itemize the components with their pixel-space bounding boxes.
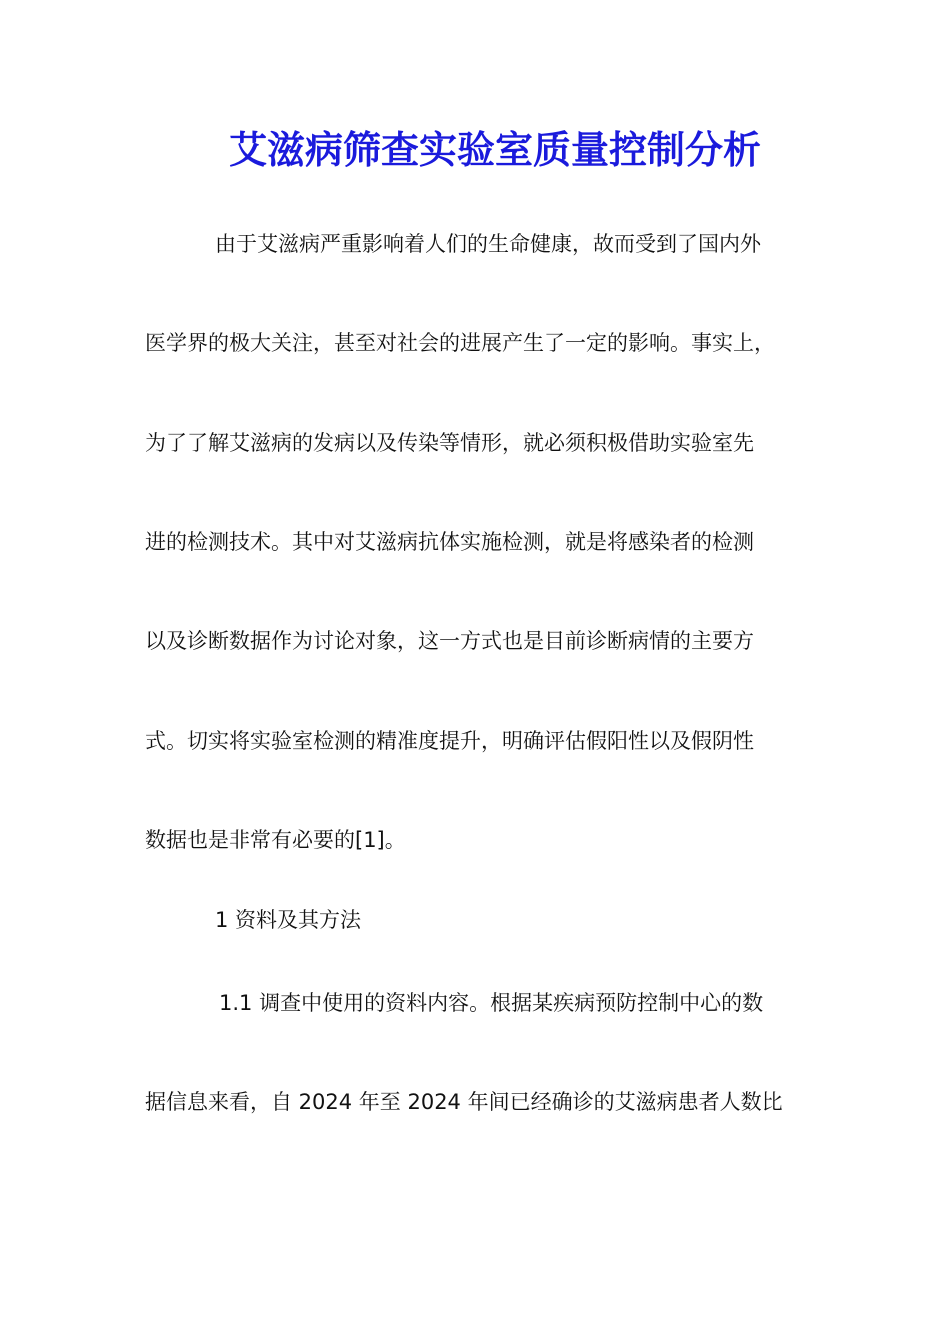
paragraph-line: 由于艾滋病严重影响着人们的生命健康，故而受到了国内外 — [215, 232, 761, 256]
subsection-line: 1.1 调查中使用的资料内容。根据某疾病预防控制中心的数 — [219, 991, 764, 1015]
paragraph-line: 为了了解艾滋病的发病以及传染等情形，就必须积极借助实验室先 — [145, 431, 754, 455]
document-title: 艾滋病筛查实验室质量控制分析 — [228, 127, 761, 172]
paragraph-line: 以及诊断数据作为讨论对象，这一方式也是目前诊断病情的主要方 — [145, 629, 754, 653]
paragraph-line: 数据也是非常有必要的[1]。 — [145, 828, 406, 852]
paragraph-line: 医学界的极大关注，甚至对社会的进展产生了一定的影响。事实上， — [145, 331, 775, 355]
section-heading: 1 资料及其方法 — [215, 908, 362, 932]
paragraph-line: 据信息来看，自 2024 年至 2024 年间已经确诊的艾滋病患者人数比 — [145, 1090, 783, 1114]
paragraph-line: 式。切实将实验室检测的精准度提升，明确评估假阳性以及假阴性 — [145, 729, 754, 753]
paragraph-line: 进的检测技术。其中对艾滋病抗体实施检测，就是将感染者的检测 — [145, 530, 754, 554]
